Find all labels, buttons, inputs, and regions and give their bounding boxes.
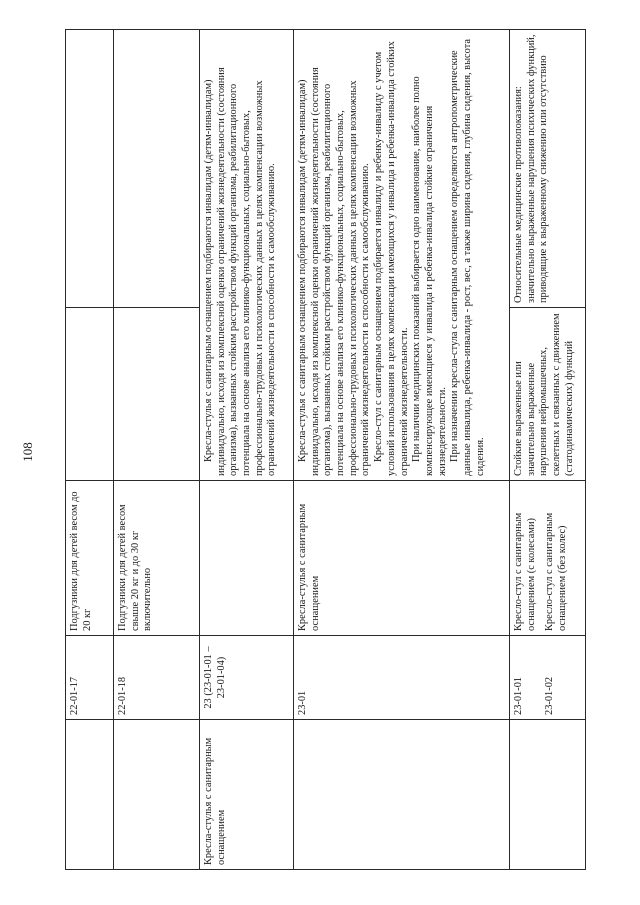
name-cell	[200, 481, 294, 636]
code-item: 23-01-01	[513, 676, 524, 715]
category-cell	[294, 720, 510, 870]
code-cell: 22-01-18	[114, 636, 200, 720]
code-cell: 23 (23-01-01 – 23-01-04)	[200, 636, 294, 720]
name-cell: Кресла-стулья с санитарным оснащением	[294, 481, 510, 636]
code-cell	[510, 636, 586, 720]
name-cell: Подгузники для детей весом свыше 20 кг и до 30 кг включительно	[114, 481, 200, 636]
notes-cell	[66, 30, 114, 308]
assistive-devices-table	[65, 29, 586, 870]
note-paragraph: Кресло-стул с санитарным оснащением подбирается инвалиду и ребенку-инвалиду с учетом условий использования в целях компенсации имеющихся у инвалида и ребенка-инвалида стойких ограничений жизнедеятельности.	[373, 41, 410, 476]
note-line: значительно выраженные нарушения психических функций, приводящие к выраженному снижению или отсутствию	[525, 34, 550, 303]
category-cell	[510, 720, 586, 870]
notes-cell	[114, 30, 200, 308]
note-paragraph: Кресла-стулья с санитарным оснащением подбираются инвалидам (детям-инвалидам) индивидуально, исходя из комплексной оценки ограничений жизнедеятельности (состояния организма), вызванных стойким расстройством функций организма, реабилитационного потенциала на основе анализа его клинико-функциональных, социально-бытовых, профессионально-трудовых и психологических данных в целях компенсации возможных ограничений жизнедеятельности в способности к самообслуживанию.	[297, 67, 372, 476]
table-row	[294, 30, 510, 870]
note-paragraph: При назначении кресла-стула с санитарным оснащением определяются антропометрические данные инвалида, ребенка-инвалида - рост, вес, а также ширина сидения, глубина сидения, высота сидения.	[449, 38, 486, 476]
document-table-rotated	[65, 30, 585, 870]
table-row	[114, 30, 200, 870]
name-cell	[510, 481, 586, 636]
table-row	[510, 30, 586, 870]
note-paragraph: При наличии медицинских показаний выбирается одно наименование, наиболее полно компенсирующее имеющиеся у инвалида и ребенка-инвалида стойкие ограничения жизнедеятельности.	[411, 76, 448, 476]
code-cell: 23-01	[294, 636, 510, 720]
code-cell: 22-01-17	[66, 636, 114, 720]
indications-cell	[66, 308, 114, 481]
name-item: Кресло-стул с санитарным оснащением (без колес)	[544, 512, 569, 631]
category-cell: Кресла-стулья с санитарным оснащением	[200, 720, 294, 870]
notes-cell	[294, 30, 510, 481]
indications-cell: Стойкие выраженные или значительно выраженные нарушения нейромышечных, скелетных и связанных с движением (статодинамических) функций	[510, 308, 586, 481]
table-row	[66, 30, 114, 870]
name-item: Кресло-стул с санитарным оснащением (с колесами)	[513, 512, 537, 631]
name-cell: Подгузники для детей весом до 20 кг	[66, 481, 114, 636]
note-paragraph: Кресла-стулья с санитарным оснащением подбираются инвалидам (детям-инвалидам) индивидуально, исходя из комплексной оценки ограничений жизнедеятельности (состояния организма), вызванных стойким расстройством функций организма, реабилитационного потенциала на основе анализа его клинико-функциональных, социально-бытовых, профессионально-трудовых и психологических данных в целях компенсации возможных ограничений жизнедеятельности в способности к самообслуживанию.	[203, 67, 278, 476]
notes-cell	[510, 30, 586, 308]
table-row	[200, 30, 294, 870]
category-cell	[66, 720, 114, 870]
code-item: 23-01-02	[543, 676, 555, 715]
page-number: 108	[20, 442, 35, 462]
category-cell	[114, 720, 200, 870]
note-line: Относительные медицинские противопоказания:	[513, 86, 524, 303]
notes-cell	[200, 30, 294, 481]
indications-cell	[114, 308, 200, 481]
